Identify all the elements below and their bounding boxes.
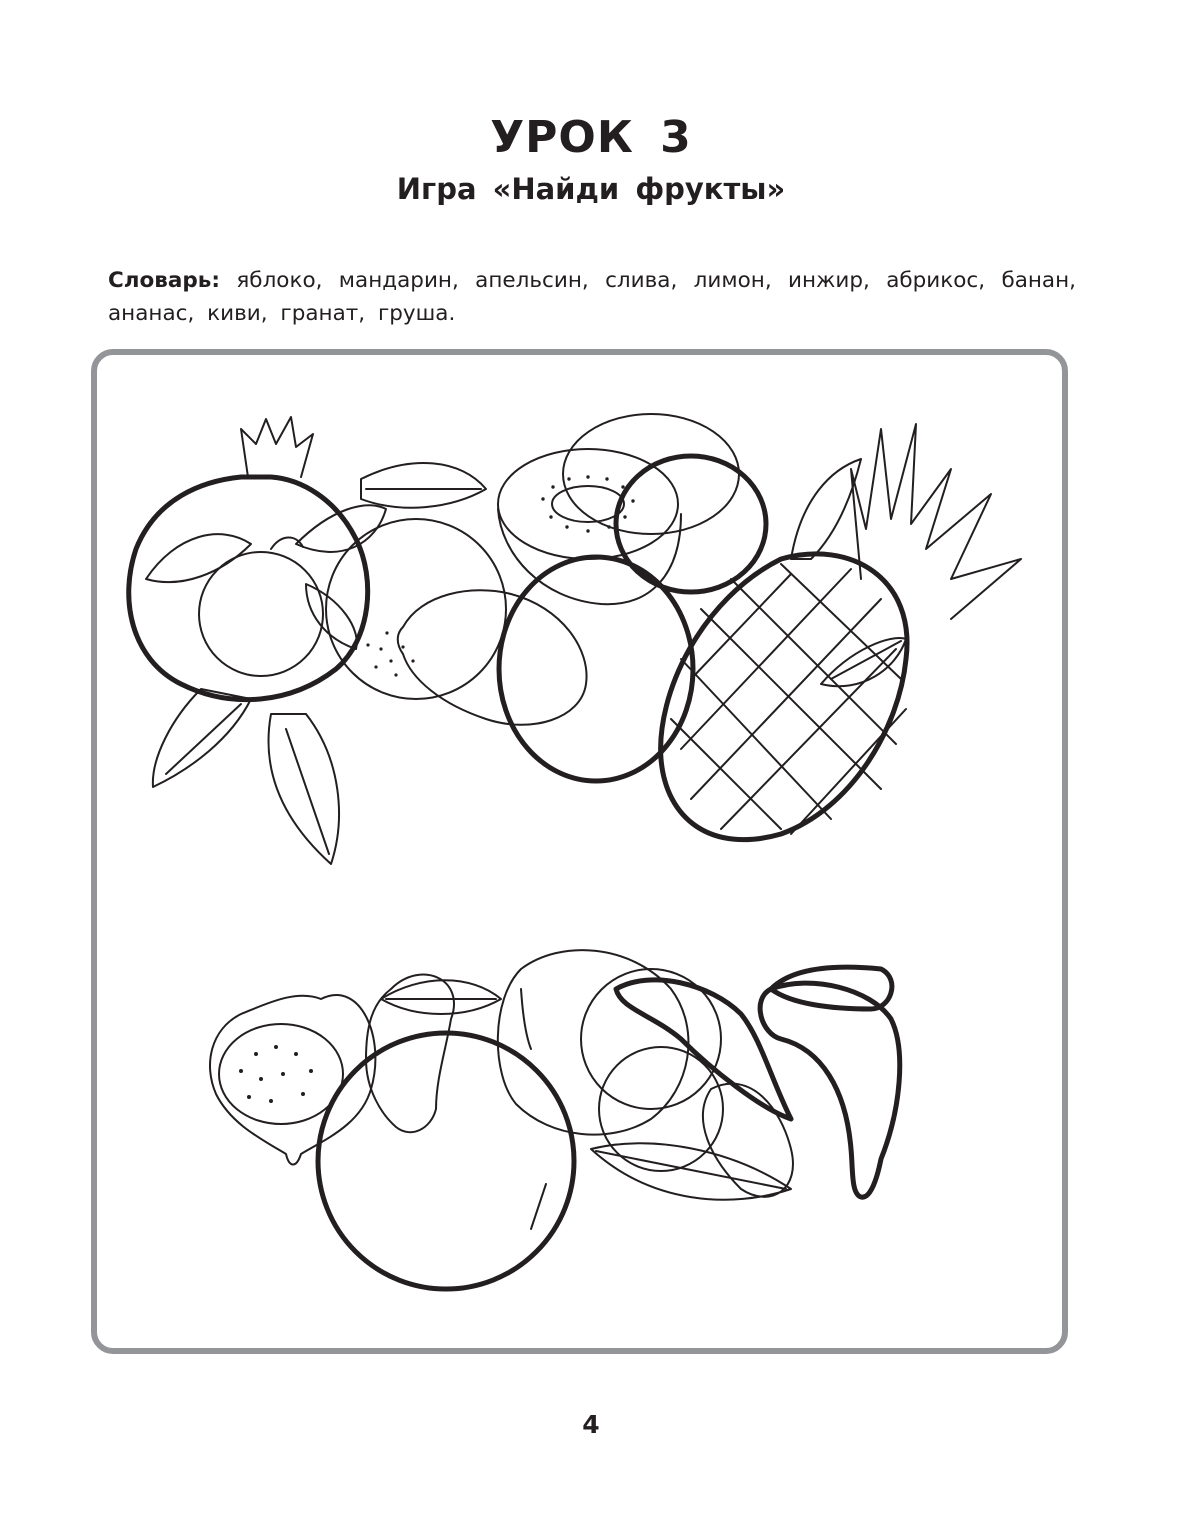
- vocabulary-text: яблоко, мандарин, апельсин, слива, лимон, инжир, абрикос, банан, ананас, киви, гранат, груша.: [108, 267, 1076, 326]
- leaf-icon: [296, 505, 386, 552]
- leaf-icon: [591, 1143, 791, 1199]
- pineapple-leaves-icon: [851, 424, 1021, 619]
- apple-stem-icon: [531, 1184, 546, 1229]
- page-number: 4: [582, 1410, 600, 1439]
- mandarin-dots: [366, 631, 414, 676]
- mandarin-outline: [326, 519, 506, 699]
- leaf-vein-icon: [166, 704, 241, 774]
- banana-outline: [760, 983, 900, 1197]
- pineapple-grid-icon: [671, 564, 906, 834]
- lower-fruit-group: [210, 950, 900, 1289]
- leaf-icon: [269, 714, 339, 864]
- fruit-outlines-illustration: [91, 349, 1068, 1354]
- apple-stem-icon: [521, 989, 531, 1049]
- orange-outline: [199, 552, 323, 676]
- pineapple-outline: [661, 554, 907, 840]
- banana-fruit-icon: [703, 1084, 793, 1197]
- apple-outline: [318, 1033, 574, 1289]
- lesson-title: УРОК 3: [490, 112, 692, 163]
- vocabulary-paragraph: [108, 264, 1076, 330]
- game-subtitle: Игра «Найди фрукты»: [396, 172, 786, 206]
- leaf-icon: [361, 463, 486, 508]
- fig-outline: [210, 995, 375, 1164]
- leaf-vein-icon: [286, 729, 329, 854]
- stem-icon: [271, 537, 303, 549]
- pomegranate-crown-icon: [241, 417, 313, 477]
- leaf-icon: [146, 534, 251, 582]
- vocabulary-label: Словарь:: [108, 267, 220, 293]
- pomegranate-outline: [129, 477, 368, 700]
- upper-fruit-group: [129, 414, 1021, 864]
- orange-circle-outline: [499, 557, 693, 781]
- leaf-icon: [381, 980, 501, 1014]
- fig-seeds: [239, 1045, 313, 1103]
